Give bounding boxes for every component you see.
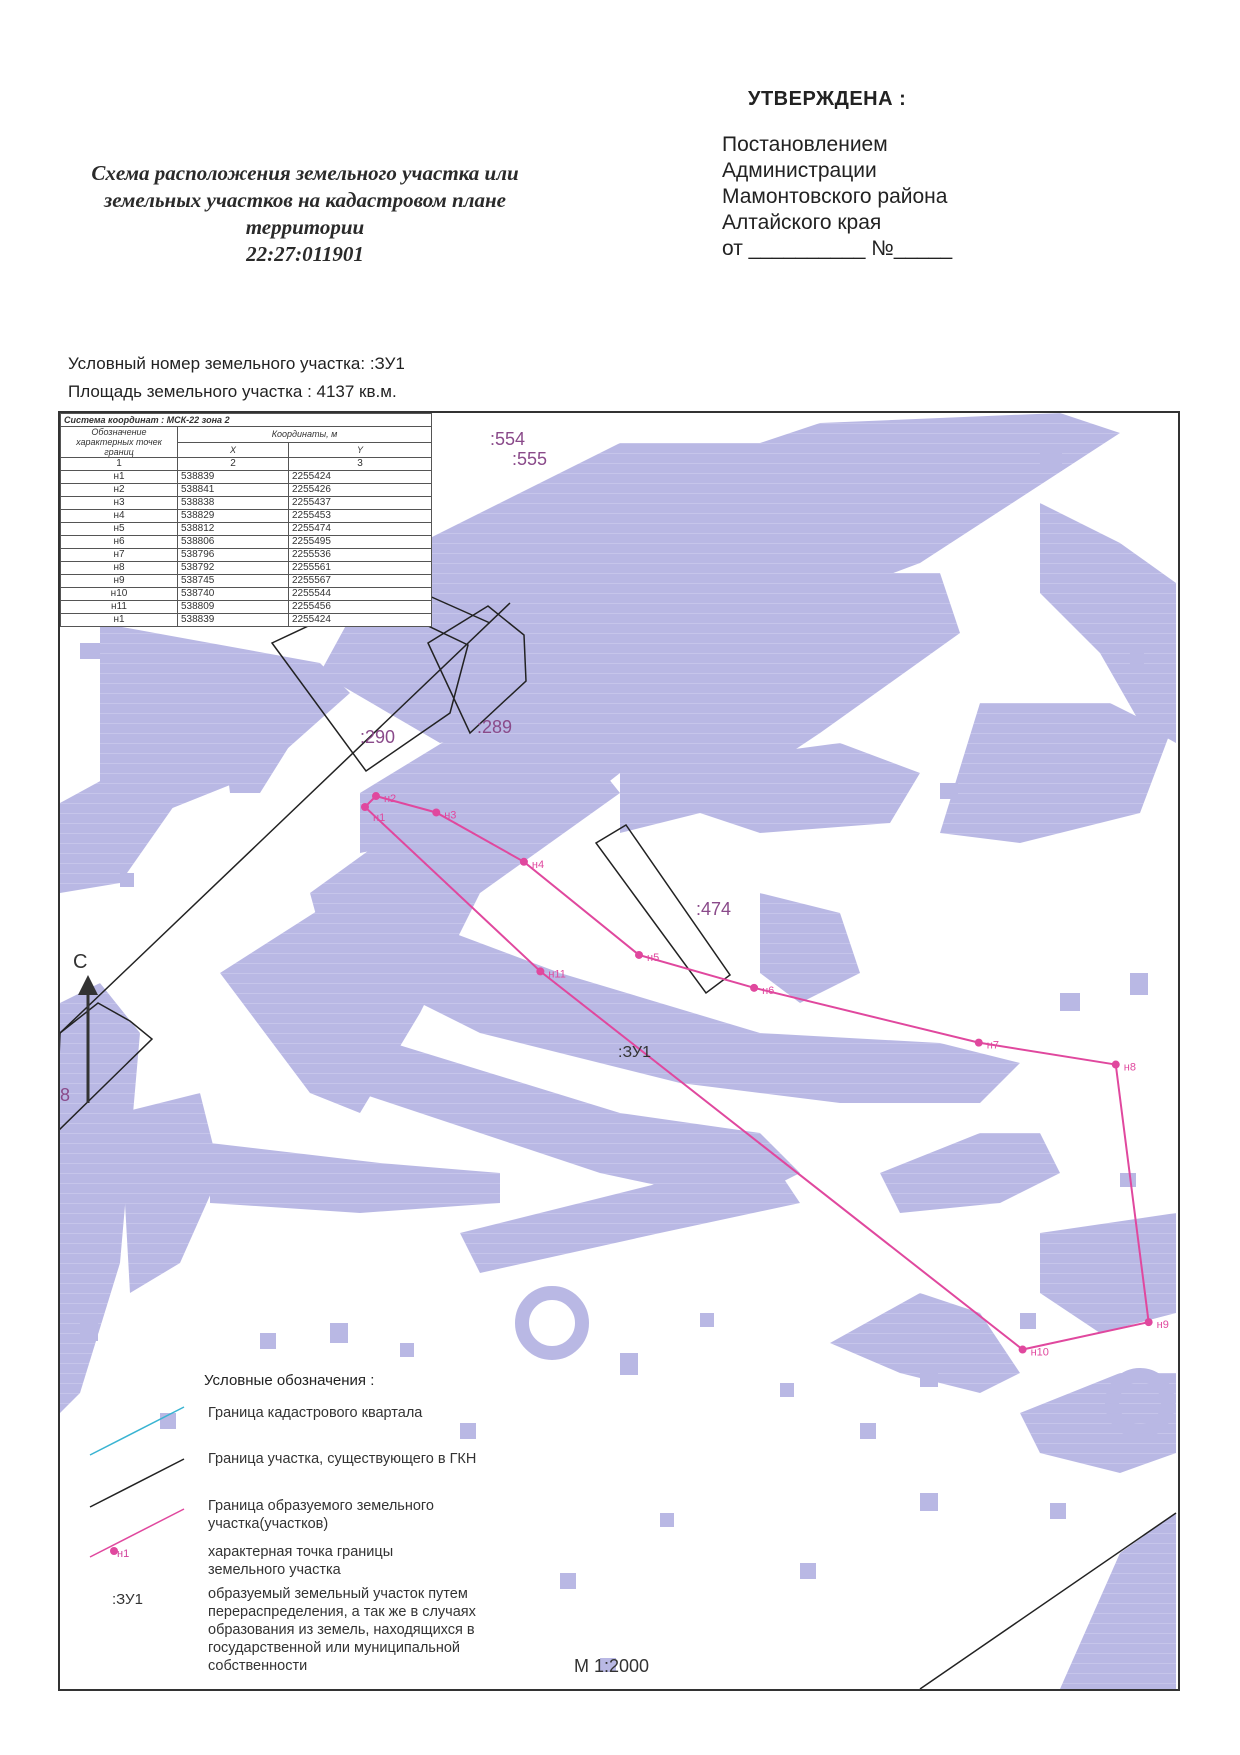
cadastral-quarter-number: 22:27:011901 — [246, 242, 364, 266]
cell-y: 2255437 — [289, 497, 432, 510]
boundary-point-label: н2 — [383, 793, 397, 806]
terrain-area — [760, 893, 860, 1003]
cell-y: 2255544 — [289, 588, 432, 601]
cell-y: 2255426 — [289, 484, 432, 497]
cell-x: 538796 — [178, 549, 289, 562]
boundary-point-label: н3 — [444, 809, 457, 822]
cell-point: н6 — [61, 536, 178, 549]
table-row — [61, 510, 432, 523]
terrain-area — [880, 1133, 1060, 1213]
cell-point: н3 — [61, 497, 178, 510]
cell-point: н11 — [61, 601, 178, 614]
approval-date-line: от __________ №_____ — [722, 237, 953, 260]
boundary-point-label: н11 — [548, 968, 566, 981]
terrain-area — [120, 1093, 220, 1293]
approval-heading: УТВЕРЖДЕНА : — [748, 88, 907, 110]
table-row — [61, 523, 432, 536]
table-row — [61, 549, 432, 562]
boundary-point-label: н5 — [647, 951, 660, 964]
legend-quarter-text: Граница кадастрового квартала — [208, 1405, 423, 1421]
coordinate-system: Система координат : МСК-22 зона 2 — [61, 414, 432, 427]
cell-point: н4 — [61, 510, 178, 523]
table-row — [61, 601, 432, 614]
col-point-header: Обозначение характерных точек границ — [61, 427, 178, 458]
terrain-area — [460, 1173, 800, 1273]
boundary-point — [536, 967, 544, 975]
boundary-point — [1019, 1346, 1027, 1354]
terrain-area — [210, 1143, 500, 1213]
title-line: Схема расположения земельного участка или — [91, 161, 519, 185]
legend-point-text: характерная точка границы земельного участка — [208, 1544, 394, 1578]
boundary-point-label: н8 — [1123, 1061, 1136, 1074]
cell-y: 2255456 — [289, 601, 432, 614]
legend-new-line — [90, 1509, 184, 1557]
cell-point: н1 — [61, 471, 178, 484]
cell-x: 538806 — [178, 536, 289, 549]
legend-quarter-line — [90, 1407, 184, 1455]
cell-point: н7 — [61, 549, 178, 562]
boundary-point — [1112, 1061, 1120, 1069]
boundary-point — [432, 808, 440, 816]
new-plot-label: :ЗУ1 — [618, 1044, 651, 1061]
cell-x: 538745 — [178, 575, 289, 588]
title-line: территории — [245, 215, 365, 239]
boundary-point — [635, 951, 643, 959]
cell-y: 2255453 — [289, 510, 432, 523]
approval-block — [722, 132, 952, 262]
cell-x: 538839 — [178, 471, 289, 484]
approval-line: Постановлением — [722, 133, 888, 156]
terrain-area — [1040, 1213, 1176, 1333]
cell-point: н10 — [61, 588, 178, 601]
cell-x: 538792 — [178, 562, 289, 575]
title-line: земельных участков на кадастровом плане — [104, 188, 506, 212]
boundary-point-label: н7 — [986, 1039, 999, 1052]
cell-y: 2255561 — [289, 562, 432, 575]
parcel-label-8: 8 — [60, 1085, 71, 1105]
boundary-point-label: н6 — [762, 984, 775, 997]
cell-x: 538740 — [178, 588, 289, 601]
cell-y: 2255424 — [289, 614, 432, 627]
boundary-point — [975, 1039, 983, 1047]
boundary-point-label: н4 — [531, 858, 545, 871]
cell-point: н2 — [61, 484, 178, 497]
legend-point-label: н1 — [117, 1548, 130, 1560]
col-coords-header: Координаты, м — [178, 427, 432, 443]
table-row — [61, 562, 432, 575]
cell-x: 538809 — [178, 601, 289, 614]
cell-y: 2255495 — [289, 536, 432, 549]
cell-x: 538839 — [178, 614, 289, 627]
north-label: С — [73, 951, 88, 973]
cell-point: н1 — [61, 614, 178, 627]
approval-line: Администрации — [722, 159, 877, 182]
table-row — [61, 471, 432, 484]
plot-area-label: Площадь земельного участка : 4137 кв.м. — [68, 382, 397, 401]
boundary-point — [361, 803, 369, 811]
boundary-point-label: н10 — [1030, 1346, 1049, 1359]
parcel-label-554: :554 — [490, 429, 526, 449]
cell-y: 2255567 — [289, 575, 432, 588]
table-row — [61, 497, 432, 510]
table-row — [61, 575, 432, 588]
col-x-header: X — [178, 442, 289, 458]
boundary-point-label: н1 — [373, 812, 386, 824]
boundary-point — [520, 858, 528, 866]
parcel-label-555: :555 — [512, 449, 548, 469]
parcel-label-289: :289 — [477, 717, 513, 737]
terrain-area — [940, 703, 1170, 843]
legend-new-text: Граница образуемого земельного участка(участков) — [208, 1498, 434, 1532]
approval-line: Мамонтовского района — [722, 185, 948, 208]
cell-y: 2255536 — [289, 549, 432, 562]
cell-point: н9 — [61, 575, 178, 588]
legend-existing-text: Граница участка, существующего в ГКН — [208, 1451, 477, 1467]
plot-number-label: Условный номер земельного участка: :ЗУ1 — [68, 354, 405, 373]
boundary-point — [750, 984, 758, 992]
table-row — [61, 484, 432, 497]
cell-x: 538841 — [178, 484, 289, 497]
col-number: 2 — [178, 458, 289, 471]
legend-plot-text: образуемый земельный участок путем перераспределения, а так же в случаях образования из земель, находящихся в государственной или муниципальной собственности — [208, 1586, 476, 1674]
map-scale: М 1:2000 — [574, 1656, 650, 1676]
cell-x: 538838 — [178, 497, 289, 510]
table-row — [61, 588, 432, 601]
table-row — [61, 536, 432, 549]
legend-existing-line — [90, 1459, 184, 1507]
cell-x: 538812 — [178, 523, 289, 536]
cell-y: 2255424 — [289, 471, 432, 484]
scheme-title — [40, 160, 570, 268]
cell-point: н8 — [61, 562, 178, 575]
boundary-point — [372, 792, 380, 800]
legend-plot-label: :ЗУ1 — [112, 1591, 143, 1608]
approval-line: Алтайского края — [722, 211, 882, 234]
boundary-point-label: н9 — [1156, 1319, 1169, 1332]
terrain-area — [1060, 1513, 1176, 1689]
cell-x: 538829 — [178, 510, 289, 523]
col-y-header: Y — [289, 442, 432, 458]
col-number: 1 — [61, 458, 178, 471]
coordinates-table — [60, 413, 432, 627]
parcel-label-474: :474 — [696, 899, 732, 919]
legend-title: Условные обозначения : — [204, 1372, 375, 1389]
ring-feature — [522, 1293, 582, 1353]
cell-y: 2255474 — [289, 523, 432, 536]
cell-point: н5 — [61, 523, 178, 536]
table-row — [61, 614, 432, 627]
boundary-point — [1145, 1318, 1153, 1326]
col-number: 3 — [289, 458, 432, 471]
parcel-label-290: :290 — [360, 727, 396, 747]
